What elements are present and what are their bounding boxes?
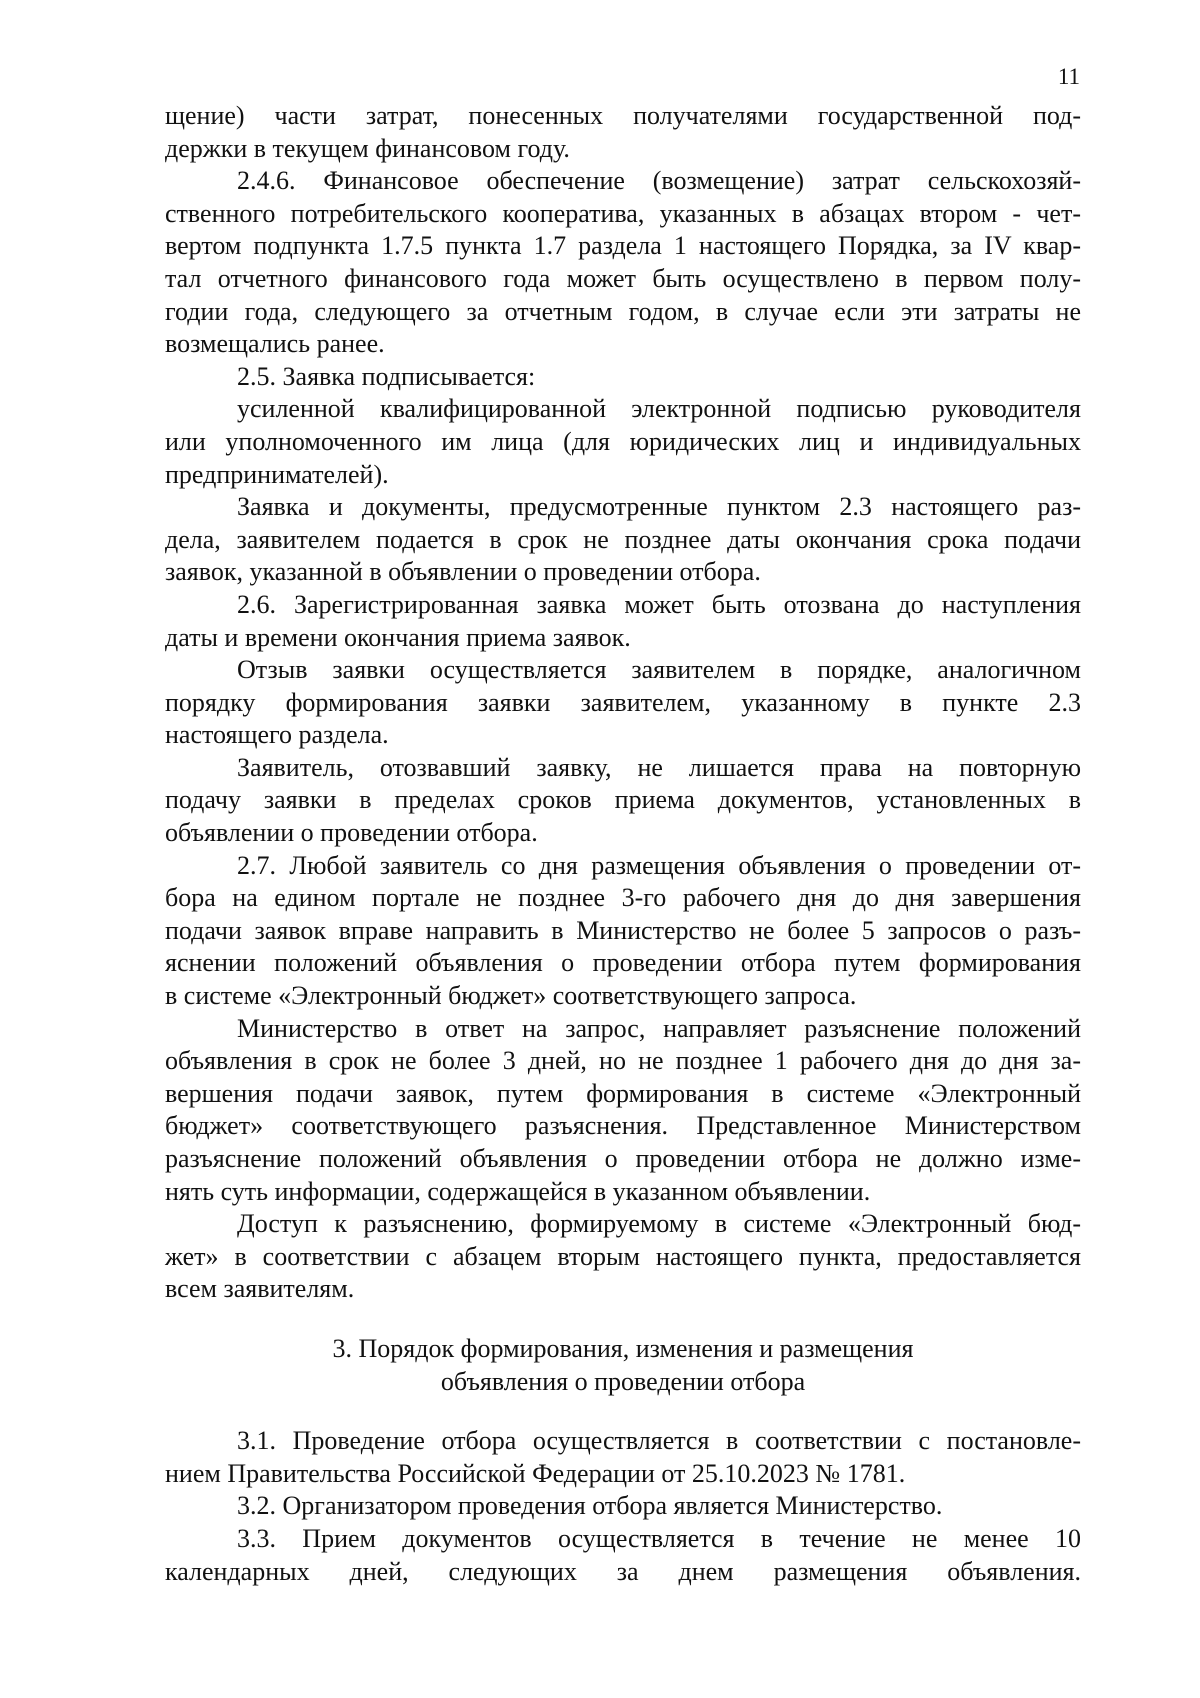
document-body xyxy=(165,100,1081,1588)
text-line: нять суть информации, содержащейся в указанном объявлении. xyxy=(165,1176,871,1206)
text-line: бора на едином портале не позднее 3-го рабочего дня до дня завершения xyxy=(165,883,1081,913)
text-line: объявления в срок не более 3 дней, но не позднее 1 рабочего дня до дня за- xyxy=(165,1046,1081,1076)
text-line: в системе «Электронный бюджет» соответствующего запроса. xyxy=(165,981,857,1011)
text-line: вершения подачи заявок, путем формирования в системе «Электронный xyxy=(165,1078,1081,1108)
text-line: подачу заявки в пределах сроков приема документов, установленных в xyxy=(165,785,1081,815)
text-line: Доступ к разъяснению, формируемому в системе «Электронный бюд- xyxy=(237,1209,1081,1239)
text-line: бюджет» соответствующего разъяснения. Представленное Министерством xyxy=(165,1111,1081,1141)
text-line: подачи заявок вправе направить в Министерство не более 5 запросов о разъ- xyxy=(165,915,1081,945)
text-line: нием Правительства Российской Федерации от 25.10.2023 № 1781. xyxy=(165,1458,906,1488)
text-line: ственного потребительского кооператива, указанных в абзацах втором - чет- xyxy=(165,198,1081,228)
text-line: 3.1. Проведение отбора осуществляется в соответствии с постановле- xyxy=(237,1426,1081,1456)
text-line: годии года, следующего за отчетным годом, в случае если эти затраты не xyxy=(165,296,1081,326)
text-line: Министерство в ответ на запрос, направляет разъяснение положений xyxy=(237,1013,1081,1043)
text-line: разъяснение положений объявления о проведении отбора не должно изме- xyxy=(165,1144,1081,1173)
text-line: 2.5. Заявка подписывается: xyxy=(237,361,536,391)
text-line: всем заявителям. xyxy=(165,1274,355,1304)
text-line: или уполномоченного им лица (для юридических лиц и индивидуальных xyxy=(165,426,1081,456)
text-line: 2.7. Любой заявитель со дня размещения объявления о проведении от- xyxy=(237,850,1081,880)
text-line: предпринимателей). xyxy=(165,459,389,489)
text-line: держки в текущем финансовом году. xyxy=(165,133,570,163)
section-heading xyxy=(165,1333,1081,1398)
text-line: 2.4.6. Финансовое обеспечение (возмещение) затрат сельскохозяй- xyxy=(237,166,1081,196)
text-line: Заявитель, отозвавший заявку, не лишается права на повторную xyxy=(237,752,1081,782)
text-line: дела, заявителем подается в срок не позднее даты окончания срока подачи xyxy=(165,524,1081,554)
text-line: вертом подпункта 1.7.5 пункта 1.7 раздела 1 настоящего Порядка, за IV квар- xyxy=(165,231,1081,261)
text-line: щение) части затрат, понесенных получателями государственной под- xyxy=(165,101,1081,130)
text-line: настоящего раздела. xyxy=(165,720,389,750)
text-line: возмещались ранее. xyxy=(165,329,385,359)
text-line: тал отчетного финансового года может быть осуществлено в первом полу- xyxy=(165,263,1081,293)
text-line: календарных дней, следующих за днем размещения объявления. xyxy=(165,1556,1081,1586)
text-line: Отзыв заявки осуществляется заявителем в порядке, аналогичном xyxy=(237,655,1081,685)
text-line: Заявка и документы, предусмотренные пунктом 2.3 настоящего раз- xyxy=(237,492,1081,522)
text-line: даты и времени окончания приема заявок. xyxy=(165,622,631,652)
text-line: объявлении о проведении отбора. xyxy=(165,818,538,848)
page-number: 11 xyxy=(1057,64,1080,89)
text-line: яснении положений объявления о проведении отбора путем формирования xyxy=(165,948,1081,978)
text-line: 3.3. Прием документов осуществляется в течение не менее 10 xyxy=(237,1523,1081,1553)
heading-line: объявления о проведении отбора xyxy=(440,1366,806,1396)
text-line: усиленной квалифицированной электронной подписью руководителя xyxy=(237,394,1081,424)
heading-line: 3. Порядок формирования, изменения и размещения xyxy=(332,1333,914,1363)
text-line: порядку формирования заявки заявителем, указанному в пункте 2.3 xyxy=(165,687,1081,717)
text-line: 3.2. Организатором проведения отбора является Министерство. xyxy=(237,1491,943,1521)
text-line: заявок, указанной в объявлении о проведении отбора. xyxy=(165,557,761,587)
text-line: жет» в соответствии с абзацем вторым настоящего пункта, предоставляется xyxy=(165,1241,1081,1271)
text-line: 2.6. Зарегистрированная заявка может быть отозвана до наступления xyxy=(237,589,1081,619)
